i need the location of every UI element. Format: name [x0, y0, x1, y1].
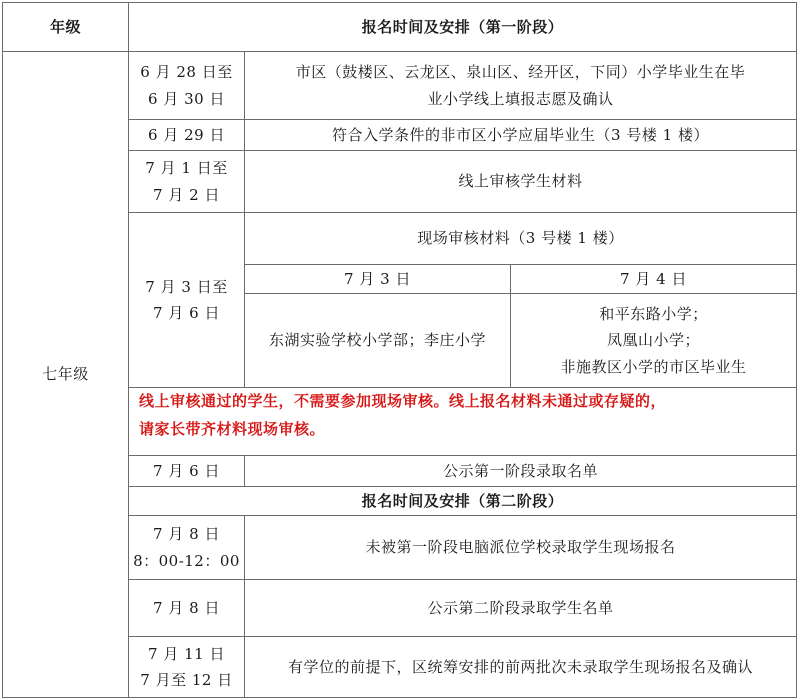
p1-r3-date: [129, 151, 245, 213]
p1-r4-day2-school3: 非施教区小学的市区毕业生: [560, 357, 747, 376]
header-grade: 年级: [3, 3, 129, 52]
enrollment-schedule-table: [2, 2, 797, 698]
p2-r3-date: [129, 637, 245, 697]
p1-r1-desc: [245, 52, 796, 120]
p2-r3-date-line1: 7 月 11 日: [148, 644, 225, 663]
p2-r2-desc: 公示第二阶段录取学生名单: [245, 580, 796, 637]
p1-r4-day2-school2: 凤凰山小学；: [606, 331, 700, 350]
p1-r4-day2-school1: 和平东路小学；: [599, 305, 708, 324]
review-notice: [129, 388, 796, 456]
p2-r3-desc: 有学位的前提下，区统筹安排的前两批次未录取学生现场报名及确认: [287, 657, 753, 676]
grade-label: 七年级: [3, 52, 129, 697]
p1-r2-date: 6 月 29 日: [129, 120, 245, 151]
header-phase2: 报名时间及安排（第二阶段）: [129, 487, 796, 516]
p1-r4-day1-schools: 东湖实验学校小学部；李庄小学: [245, 294, 511, 388]
p1-r5-date: 7 月 6 日: [129, 456, 245, 487]
p1-r4-title: 现场审核材料（3 号楼 1 楼）: [245, 213, 796, 265]
review-notice-line1: 线上审核通过的学生，不需要参加现场审核。线上报名材料未通过或存疑的，: [139, 392, 667, 410]
p1-r1-date: [129, 52, 245, 120]
p2-r1-date-line1: 7 月 8 日: [153, 525, 220, 544]
p2-r2-date: 7 月 8 日: [129, 580, 245, 637]
p1-r4-day1: 7 月 3 日: [245, 265, 511, 294]
p1-r4-day2-schools: [511, 294, 796, 388]
p2-r1-date-line2: 8：00-12：00: [133, 551, 240, 570]
header-phase1: 报名时间及安排（第一阶段）: [129, 3, 796, 52]
p1-r3-date-line1: 7 月 1 日至: [145, 159, 228, 178]
p1-r1-desc-line1: 市区（鼓楼区、云龙区、泉山区、经开区，下同）小学毕业生在毕: [295, 63, 746, 82]
p2-r1-date: [129, 516, 245, 580]
p1-r3-desc: 线上审核学生材料: [245, 151, 796, 213]
p2-r1-desc: 未被第一阶段电脑派位学校录取学生现场报名: [245, 516, 796, 580]
p1-r4-date-line2: 7 月 6 日: [153, 304, 220, 322]
p1-r1-date-line2: 6 月 30 日: [148, 89, 225, 108]
p1-r2-desc: 符合入学条件的非市区小学应届毕业生（3 号楼 1 楼）: [245, 120, 796, 151]
p1-r4-date-line1: 7 月 3 日至: [145, 277, 228, 296]
p2-r3-date-line2: 7 月至 12 日: [140, 671, 233, 689]
p1-r4-day2: 7 月 4 日: [511, 265, 796, 294]
p1-r1-desc-line2: 业小学线上填报志愿及确认: [427, 89, 614, 108]
p1-r3-date-line2: 7 月 2 日: [153, 185, 220, 204]
p1-r5-desc: 公示第一阶段录取名单: [245, 456, 796, 487]
review-notice-line2: 请家长带齐材料现场审核。: [139, 419, 326, 438]
p1-r1-date-line1: 6 月 28 日至: [140, 63, 233, 82]
p1-r4-date: [129, 213, 245, 388]
